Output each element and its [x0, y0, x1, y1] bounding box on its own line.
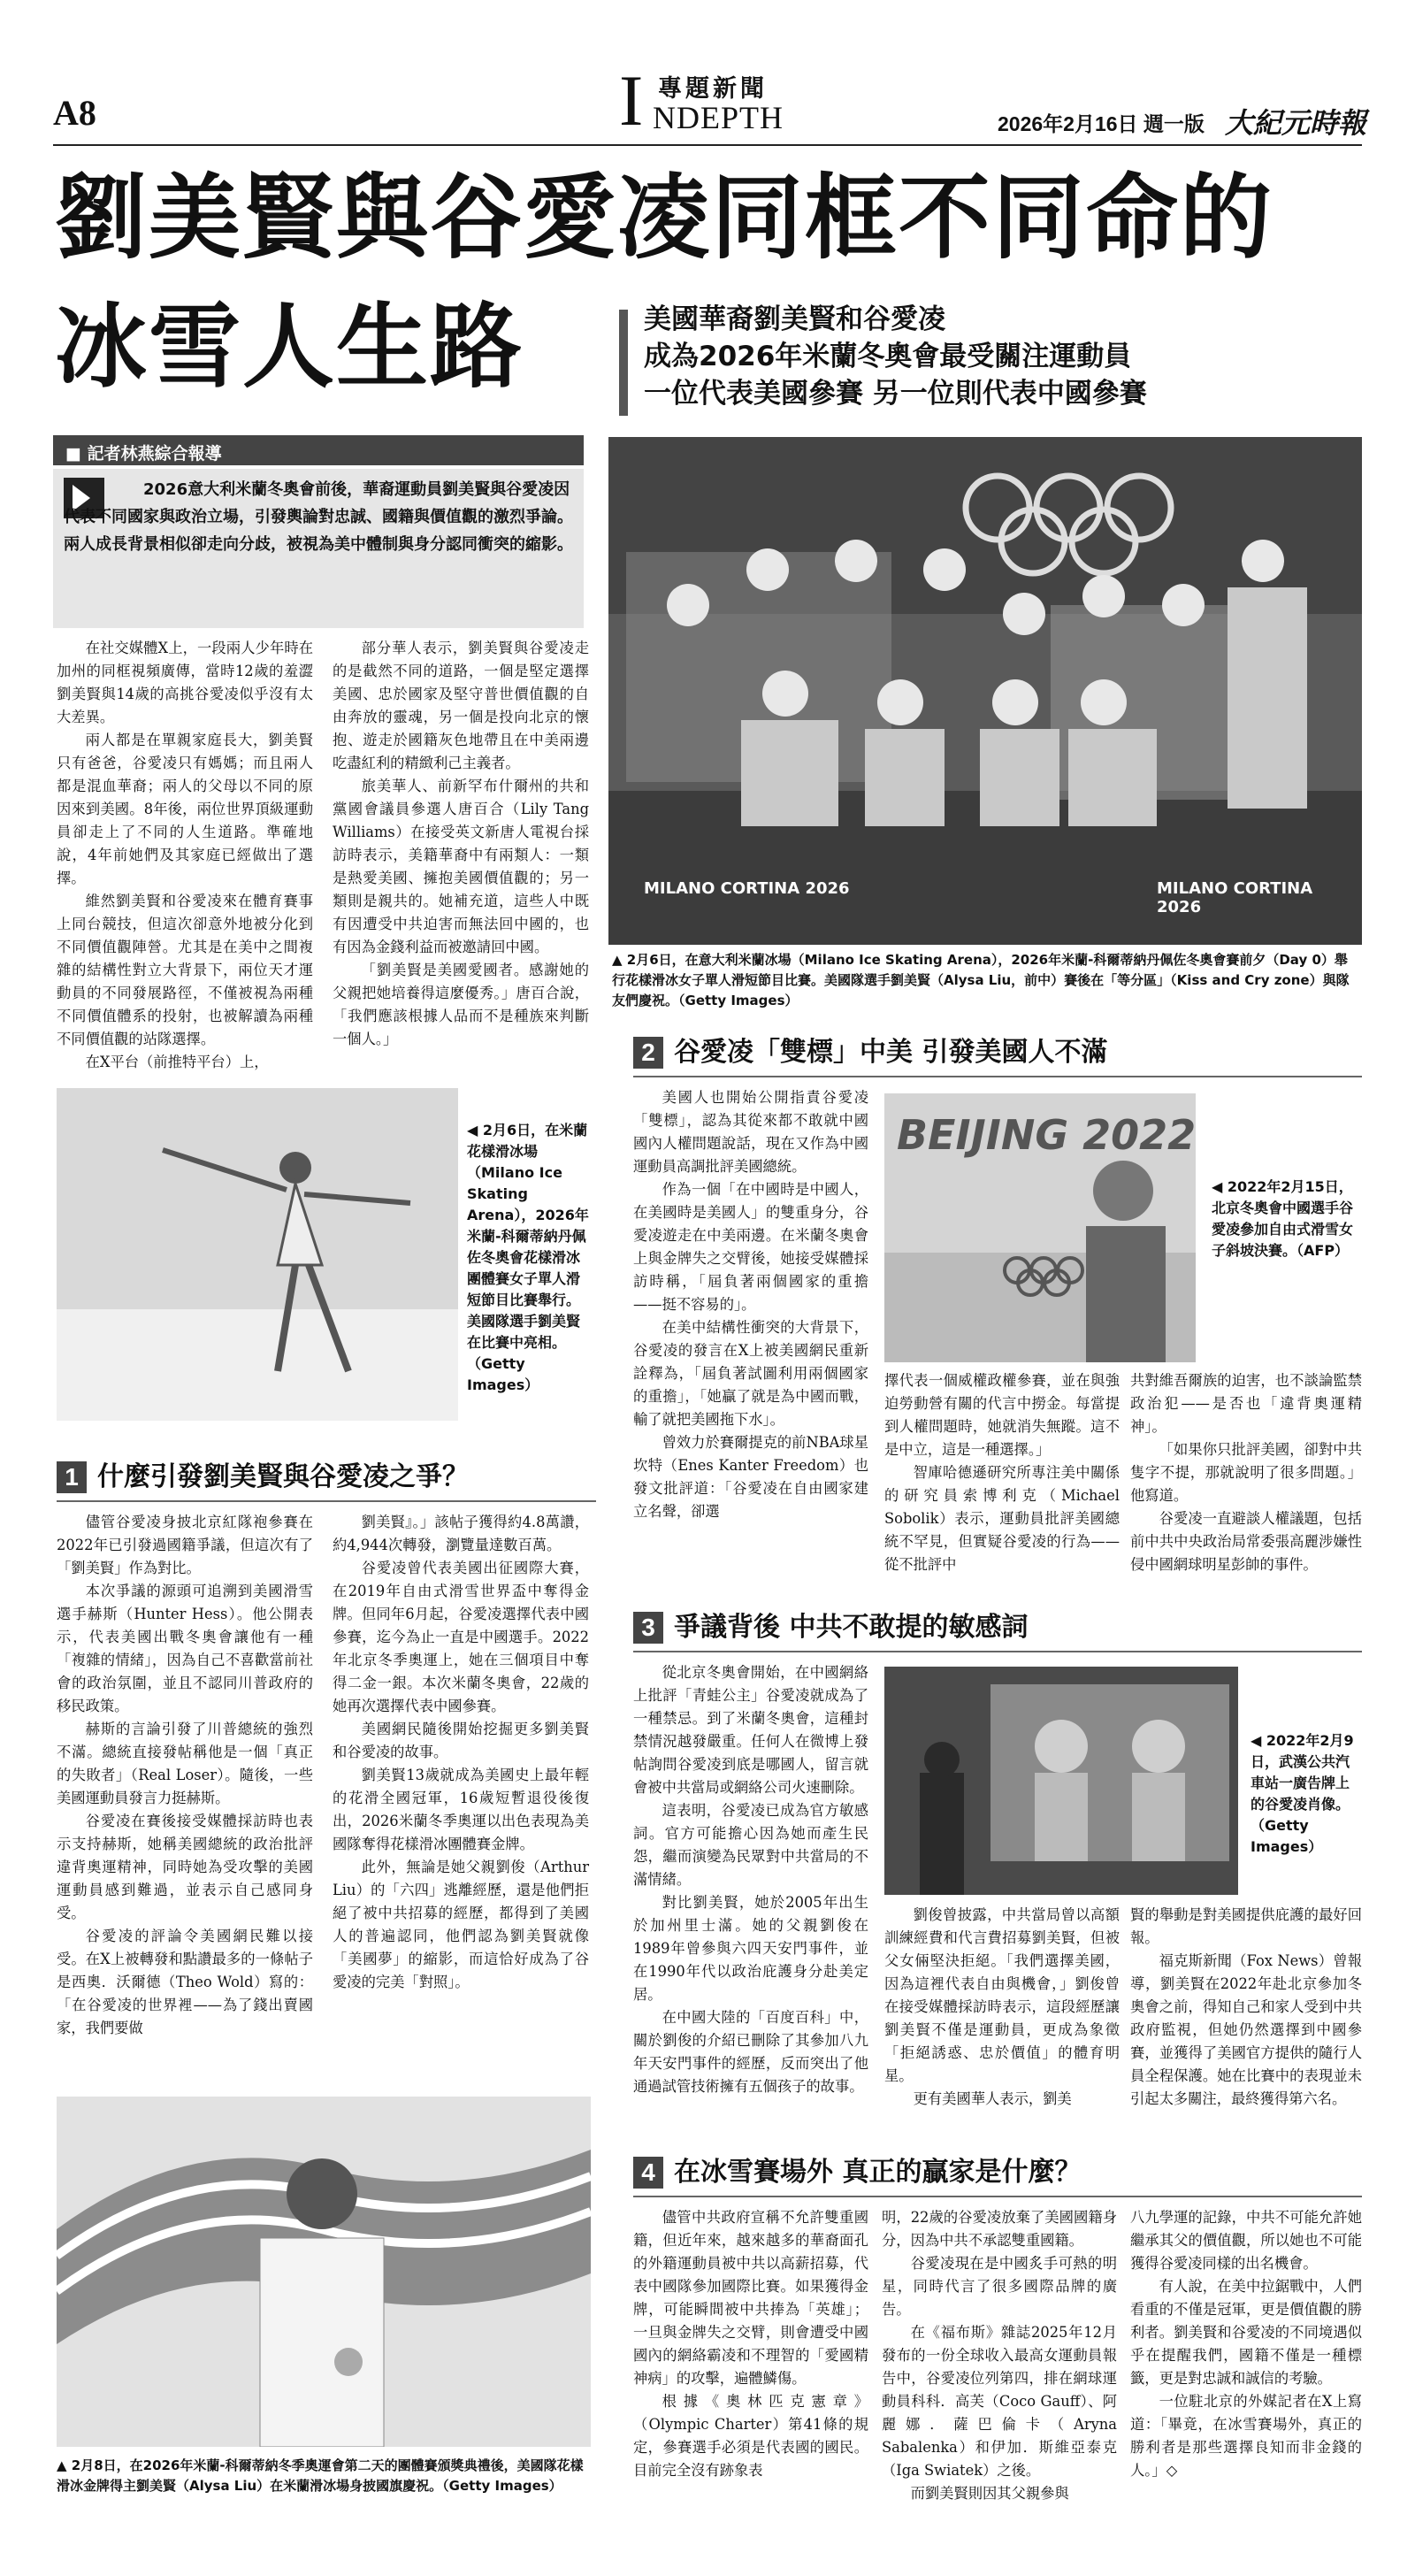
- paragraph: 明，22歲的谷愛凌放棄了美國國籍身分，因為中共不承認雙重國籍。: [882, 2209, 1117, 2249]
- paragraph: 谷愛凌曾代表美國出征國際大賽，在2019年自由式滑雪世界盃中奪得金牌。但同年6月起，谷愛凌選擇代表中國參賽，迄今為止一直是中國選手。2022年北京冬季奧運上，她在三個項目中奪得二金一銀。本次米蘭冬奧會，22歲的她再次選擇代表中國參賽。: [333, 1560, 589, 1714]
- section-number: 4: [633, 2157, 663, 2189]
- section2-column-3: [1130, 1369, 1362, 1576]
- paragraph: 在X平台（前推特平台）上，: [85, 1054, 269, 1070]
- paragraph: 劉美賢』。」該帖子獲得約4.8萬讚，約4,944次轉發，瀏覽量達數百萬。: [333, 1514, 589, 1553]
- photo-flag-celebration: [57, 2097, 591, 2447]
- paragraph: 這表明，谷愛凌已成為官方敏感詞。官方可能擔心因為她而產生民怨，繼而演變為民眾對中共當局的不滿情緒。: [633, 1802, 868, 1888]
- section-label-zh: 專題新聞: [658, 75, 768, 103]
- section1-column-2: [333, 1511, 589, 1994]
- team-photo-illustration: [608, 437, 1362, 945]
- paragraph: 智庫哈德遜研究所專注美中關係的研究員索博利克（Michael Sobolik）表示，運動員批評美國總統不罕見，但實疑谷愛凌的行為——從不批評中: [884, 1464, 1120, 1573]
- paragraph: 賢的舉動是對美國提供庇護的最好回報。: [1130, 1906, 1362, 1946]
- paragraph: 而劉美賢則因其父親參與: [910, 2485, 1069, 2502]
- paragraph: 美國人也開始公開指責谷愛凌「雙標」，認為其從來都不敢就中國國內人權問題說話，現在又作為中國運動員高調批評美國總統。: [633, 1089, 868, 1175]
- section-rule: [633, 1651, 1362, 1652]
- billboard-photo-illustration: [884, 1667, 1238, 1895]
- photo-skater: [57, 1088, 458, 1421]
- photo-banner-text: BEIJING 2022: [897, 1111, 1196, 1159]
- paragraph: 福克斯新聞（Fox News）曾報導，劉美賢在2022年赴北京參加冬奧會之前，得知自己和家人受到中共政府監視，但她仍然選擇到中國參賽，並獲得了美國官方提供的隨行人員全程保護。她在比賽中的表現並未引起太多關注，最終獲得第六名。: [1130, 1952, 1362, 2107]
- section-logo-initial: I: [619, 60, 644, 141]
- paragraph: 旅美華人、前新罕布什爾州的共和黨國會議員參選人唐百合（Lily Tang Williams）在接受英文新唐人電視台採訪時表示，美籍華裔中有兩類人：一類是熱愛美國、擁抱美國價值觀的；另一類則是親共的。她補充道，這些人中既有因遭受中共迫害而無法回中國的，也有因為金錢利益而被邀請回中國。: [333, 778, 589, 955]
- paragraph: 在社交媒體X上，一段兩人少年時在加州的同框視頻廣傳，當時12歲的羞澀劉美賢與14歲的高挑谷愛凌似乎沒有太大差異。: [57, 640, 313, 725]
- intro-column-2: [333, 637, 589, 1051]
- paragraph: 八九學運的記錄，中共不可能允許她繼承其父的價值觀，所以她也不可能獲得谷愛凌同樣的出名機會。: [1130, 2209, 1362, 2272]
- section1-column-1: [57, 1511, 313, 2040]
- section-title: 什麼引發劉美賢與谷愛凌之爭？: [97, 1461, 469, 1492]
- photo-banner-text: MILANO CORTINA 2026: [644, 879, 850, 898]
- byline: ■ 記者林燕綜合報導: [53, 435, 584, 465]
- page-number: A8: [53, 93, 96, 133]
- section2-column-2: [884, 1369, 1120, 1576]
- paragraph: 在中國大陸的「百度百科」中，關於劉俊的介紹已刪除了其參加八九年天安門事件的經歷，反而突出了他通過試管技術擁有五個孩子的故事。: [633, 2009, 868, 2095]
- paragraph: 本次爭議的源頭可追溯到美國滑雪選手赫斯（Hunter Hess）。他公開表示，代表美國出戰冬奧會讓他有一種「複雜的情緒」，因為自己不喜歡當前社會的政治氛圍，並且不認同川普政府的移民政策。: [57, 1583, 313, 1714]
- section3-column-3: [1130, 1904, 1362, 2111]
- masthead-rule: [53, 144, 1362, 146]
- paragraph: 對比劉美賢，她於2005年出生於加州里士滿。她的父親劉俊在1989年曾參與六四天安門事件，並在1990年代以政治庇護身分赴美定居。: [633, 1894, 868, 2003]
- skater-photo-illustration: [57, 1088, 458, 1421]
- paragraph: 兩人都是在單親家庭長大，劉美賢只有爸爸，谷愛凌只有媽媽；而且兩人都是混血華裔；兩人的父母以不同的原因來到美國。8年後，兩位世界頂級運動員卻走上了不同的人生道路。準確地說，4年前她們及其家庭已經做出了選擇。: [57, 732, 313, 886]
- paragraph: 一位駐北京的外媒記者在X上寫道：「畢竟，在冰雪賽場外，真正的勝利者是那些選擇良知而非金錢的人。」◇: [1130, 2393, 1362, 2479]
- paragraph: 此外，無論是她父親劉俊（Arthur Liu）的「六四」逃離經歷，還是他們拒絕了被中共招募的經歷，都得到了美國人的普遍認同，他們認為劉美賢就像「美國夢」的縮影，而這恰好成為了谷愛凌的完美「對照」。: [333, 1859, 589, 1990]
- section-rule: [633, 1076, 1362, 1077]
- paragraph: 谷愛凌在賽後接受媒體採訪時也表示支持赫斯，她稱美國總統的政治批評違背奧運精神，同時她為受攻擊的美國運動員感到難過，並表示自己感同身受。: [57, 1813, 313, 1921]
- photo-banner-text: MILANO CORTINA 2026: [1157, 879, 1313, 916]
- paragraph: 美國網民隨後開始挖掘更多劉美賢和谷愛凌的故事。: [333, 1721, 589, 1760]
- headline-line-2: 冰雪人生路: [55, 293, 524, 401]
- paragraph: 根據《奧林匹克憲章》（Olympic Charter）第41條的規定，參賽選手必須是代表國的國民。目前完全沒有跡象表: [633, 2393, 868, 2479]
- section2-column-1: [633, 1086, 868, 1523]
- paragraph: 部分華人表示，劉美賢與谷愛凌走的是截然不同的道路，一個是堅定選擇美國、忠於國家及堅守普世價值觀的自由奔放的靈魂，另一個是投向北京的懷抱、遊走於國籍灰色地帶且在中美兩邊吃盡紅利的精緻利己主義者。: [333, 640, 589, 771]
- intro-column-1: [57, 637, 313, 1074]
- newspaper-brand: 大紀元時報: [1225, 106, 1367, 140]
- section-label-en: NDEPTH: [653, 100, 784, 135]
- issue-date: 2026年2月16日 週一版: [998, 112, 1205, 135]
- section-number: 1: [57, 1461, 87, 1493]
- paragraph: 曾效力於賽爾提克的前NBA球星坎特（Enes Kanter Freedom）也發文批評道：「谷愛凌在自由國家建立名聲，卻選: [633, 1434, 868, 1520]
- paragraph: 在《福布斯》雜誌2025年12月發布的一份全球收入最高女運動員報告中，谷愛凌位列第四，排在網球運動員科科．高芙（Coco Gauff）、阿麗娜．薩巴倫卡（Aryna Sabalenka）和伊加．斯維亞泰克（Iga Swiatek）之後。: [882, 2324, 1117, 2479]
- flag-photo-illustration: [57, 2097, 591, 2447]
- paragraph: 谷愛凌的評論令美國網民難以接受。在X上被轉發和點讚最多的一條帖子是西奧．沃爾德（Theo Wold）寫的：「在谷愛凌的世界裡——為了錢出賣國家，我們要做: [57, 1928, 313, 2036]
- photo-caption: ▲ 2月8日，在2026年米蘭-科爾蒂納冬季奧運會第二天的團體賽頒獎典禮後，美國隊花樣滑冰金牌得主劉美賢（Alysa Liu）在米蘭滑冰場身披國旗慶祝。（Getty Images）: [57, 2457, 584, 2494]
- paragraph: 更有美國華人表示，劉美: [913, 2090, 1072, 2107]
- photo-beijing-slope: [884, 1093, 1196, 1362]
- photo-caption: ◀ 2022年2月15日，北京冬奧會中國選手谷愛凌參加自由式滑雪女子斜坡決賽。（AFP）: [1212, 1178, 1354, 1259]
- section4-column-1: [633, 2206, 868, 2482]
- subhead-line-1: 美國華裔劉美賢和谷愛凌: [644, 303, 945, 335]
- subhead-bar: [619, 310, 628, 416]
- paragraph: 儘管中共政府宣稱不允許雙重國籍，但近年來，越來越多的華裔面孔的外籍運動員被中共以高薪招募，代表中國隊參加國際比賽。如果獲得金牌，可能瞬間被中共捧為「英雄」；一旦與金牌失之交臂，則會遭受中國國內的網絡霸凌和不理智的「愛國精神病」的攻擊，遍體鱗傷。: [633, 2209, 868, 2387]
- section3-column-2: [884, 1904, 1120, 2111]
- photo-caption: ◀ 2022年2月9日，武漢公共汽車站一廣告牌上的谷愛凌肖像。（Getty Images）: [1251, 1732, 1354, 1855]
- section-title: 爭議背後 中共不敢提的敏感詞: [674, 1612, 1029, 1643]
- paragraph: 「劉美賢是美國愛國者。感謝她的父親把她培養得這麼優秀。」唐百合說，「我們應該根據人品而不是種族來判斷一個人。」: [333, 962, 589, 1047]
- paragraph: 從北京冬奧會開始，在中國網絡上批評「青蛙公主」谷愛凌就成為了一種禁忌。到了米蘭冬奧會，這種封禁情況越發嚴重。任何人在微博上發帖詢問谷愛凌到底是哪國人，留言就會被中共當局或網絡公司火速刪除。: [633, 1664, 868, 1796]
- lead-paragraph: 2026意大利米蘭冬奧會前後，華裔運動員劉美賢與谷愛凌因代表不同國家與政治立場，引發輿論對忠誠、國籍與價值觀的激烈爭論。兩人成長背景相似卻走向分歧，被視為美中體制與身分認同衝突的縮影。: [64, 480, 573, 554]
- section-title: 在冰雪賽場外 真正的贏家是什麼？: [674, 2157, 1082, 2188]
- section-logo: [619, 60, 831, 141]
- paragraph: 擇代表一個威權政權參賽，並在與強迫勞動營有關的代言中撈金。每當提到人權問題時，她就消失無蹤。這不是中立，這是一種選擇。」: [884, 1372, 1120, 1458]
- paragraph: 谷愛凌現在是中國炙手可熱的明星，同時代言了很多國際品牌的廣告。: [882, 2255, 1117, 2318]
- section-number: 3: [633, 1612, 663, 1644]
- section-rule: [57, 1500, 596, 1502]
- paragraph: 谷愛凌一直避談人權議題，包括前中共中央政治局常委張高麗涉嫌性侵中國網球明星彭帥的事件。: [1130, 1510, 1362, 1573]
- section-number: 2: [633, 1037, 663, 1069]
- subhead-line-2: 成為2026年米蘭冬奧會最受關注運動員: [644, 341, 1132, 372]
- photo-billboard: [884, 1667, 1238, 1895]
- paragraph: 共對維吾爾族的迫害，也不談論監禁政治犯——是否也「違背奧運精神」。: [1130, 1372, 1362, 1435]
- section3-column-1: [633, 1661, 868, 2098]
- paragraph: 「如果你只批評美國，卻對中共隻字不提，那就說明了很多問題。」他寫道。: [1130, 1441, 1362, 1504]
- paragraph: 有人說，在美中拉鋸戰中，人們看重的不僅是冠軍，更是價值觀的勝利者。劉美賢和谷愛凌的不同境遇似乎在提醒我們，國籍不僅是一種標籤，更是對忠誠和誠信的考驗。: [1130, 2278, 1362, 2387]
- headline-line-1: 劉美賢與谷愛凌同框不同命的: [55, 164, 1274, 272]
- photo-caption: ▲ 2月6日，在意大利米蘭冰場（Milano Ice Skating Arena），2026年米蘭-科爾蒂納丹佩佐冬奧會賽前夕（Day 0）舉行花樣滑冰女子單人滑短節目比賽。美國隊選手劉美賢（Alysa Liu，前中）賽後在「等分區」（Kiss and Cry zone）與隊友們慶祝。（Getty Images）: [612, 952, 1350, 1008]
- photo-team-celebration: [608, 437, 1362, 945]
- subhead-line-3: 一位代表美國參賽 另一位則代表中國參賽: [644, 378, 1147, 410]
- paragraph: 赫斯的言論引發了川普總統的強烈不滿。總統直接發帖稱他是一個「真正的失敗者」（Real Loser）。隨後，一些美國運動員發言力挺赫斯。: [57, 1721, 313, 1806]
- section4-column-2: [882, 2206, 1117, 2505]
- photo-caption: ◀ 2月6日，在米蘭花樣滑冰場（Milano Ice Skating Arena），2026年米蘭-科爾蒂納丹佩佐冬奧會花樣滑冰團體賽女子單人滑短節目比賽舉行。美國隊選手劉美賢在比賽中亮相。（Getty Images）: [467, 1122, 589, 1393]
- paragraph: 維然劉美賢和谷愛凌來在體育賽事上同台競技，但這次卻意外地被分化到不同價值觀陣營。尤其是在美中之間複雜的結構性對立大背景下，兩位天才運動員的不同發展路徑，不僅被視為兩種不同價值體系的投射，也被解讀為兩種不同價值觀的站隊選擇。: [57, 893, 313, 1047]
- section4-column-3: [1130, 2206, 1362, 2482]
- section-title: 谷愛凌「雙標」中美 引發美國人不滿: [674, 1037, 1108, 1068]
- paragraph: 儘管谷愛凌身披北京紅隊袍參賽在2022年已引發過國籍爭議，但這次有了「劉美賢」作為對比。: [57, 1514, 313, 1576]
- paragraph: 作為一個「在中國時是中國人，在美國時是美國人」的雙重身分，谷愛凌遊走在中美兩邊。在米蘭冬奧會上與金牌失之交臂後，她接受媒體採訪時稱，「屆負著兩個國家的重擔——挺不容易的」。: [633, 1181, 868, 1313]
- paragraph: 劉俊曾披露，中共當局曾以高額訓練經費和代言費招募劉美賢，但被父女倆堅決拒絕。「我們選擇美國，因為這裡代表自由與機會，」劉俊曾在接受媒體採訪時表示，這段經歷讓劉美賢不僅是運動員，更成為象徵「拒絕誘惑、忠於價值」的體育明星。: [884, 1906, 1120, 2084]
- paragraph: 劉美賢13歲就成為美國史上最年輕的花滑全國冠軍，16歲短暫退役後復出，2026米蘭冬季奧運以出色表現為美國隊奪得花樣滑冰團體賽金牌。: [333, 1767, 589, 1852]
- section-rule: [633, 2196, 1362, 2197]
- paragraph: 在美中結構性衝突的大背景下，谷愛凌的發言在X上被美國網民重新詮釋為，「屆負著試圖利用兩個國家的重擔」，「她贏了就是為中國而戰，輸了就把美國拖下水」。: [633, 1319, 868, 1428]
